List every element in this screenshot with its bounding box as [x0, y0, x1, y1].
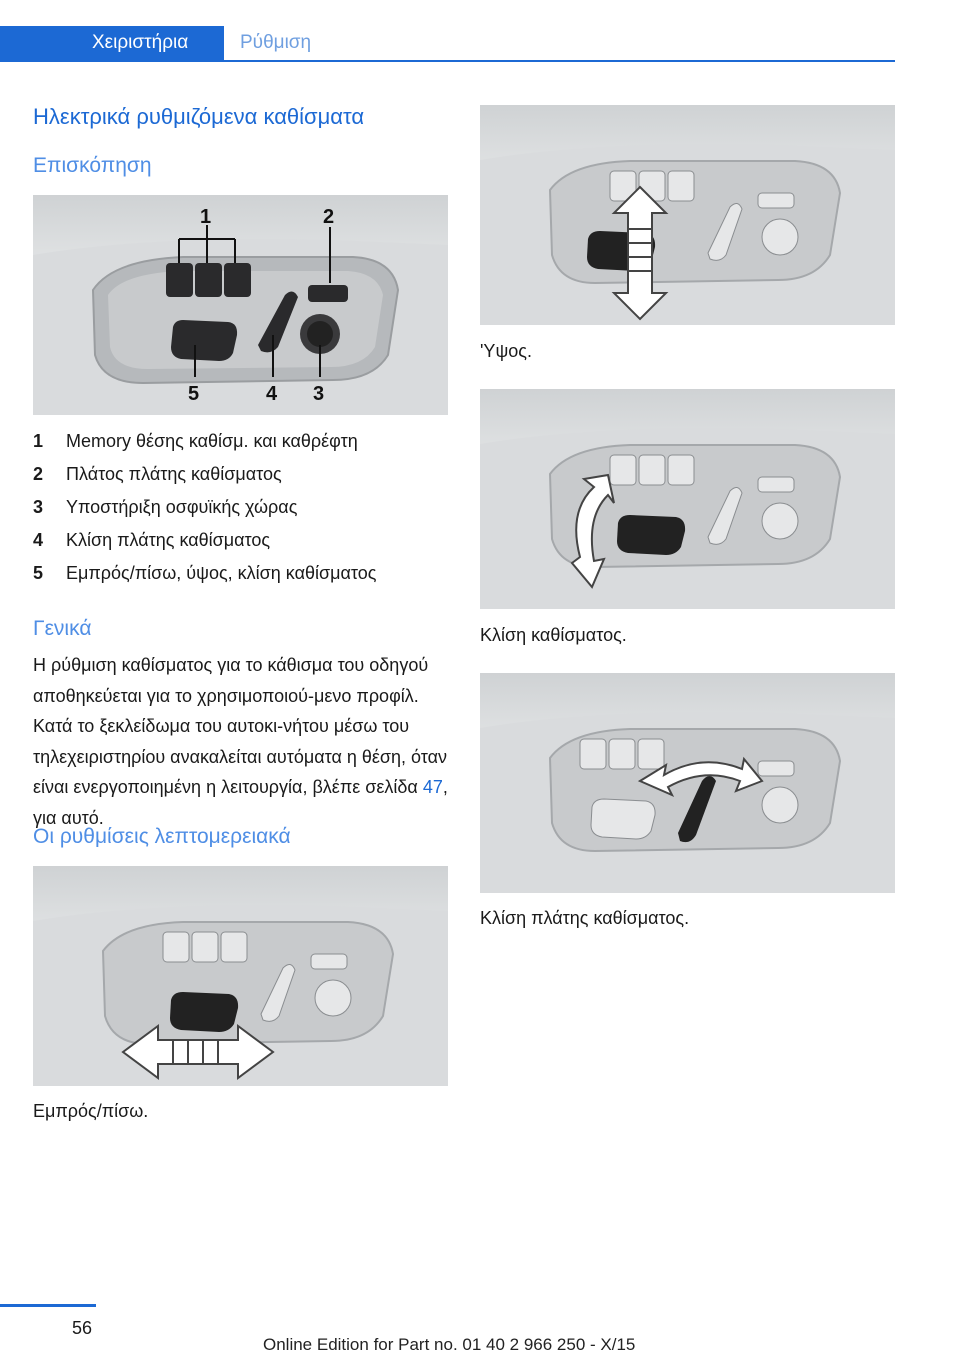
memory-button-3: [224, 263, 251, 297]
memory-button-2: [195, 263, 222, 297]
seat-tilt-image: [480, 389, 895, 609]
general-text: Η ρύθμιση καθίσματος για το κάθισμα του οδηγού αποθηκεύεται για το χρησιμοποιού-μενο προφίλ. Κατά το ξεκλείδωμα του αυτοκι-νήτου μέσω του τηλεχειριστηρίου ανακαλείται αυτόματα η θέση, όταν είναι ενεργοποιημένη η λειτουργία, βλέπε σελίδα: [33, 655, 448, 797]
callout-label-1: 1: [200, 206, 212, 228]
callout-label-3: 3: [313, 383, 325, 405]
legend-item: [33, 458, 448, 491]
legend-number: 1: [33, 431, 44, 451]
edition-text: Online Edition for Part no. 01 40 2 966 250 - X/15: [263, 1335, 636, 1354]
legend-text: Πλάτος πλάτης καθίσματος: [66, 464, 282, 484]
caption-height: 'Υψος.: [480, 341, 532, 361]
height-image: [480, 105, 895, 325]
caption-backrest-tilt: Κλίση πλάτης καθίσματος.: [480, 908, 690, 928]
footer-divider: [0, 1304, 96, 1307]
backrest-width-switch: [308, 285, 348, 302]
caption-seat-tilt: Κλίση καθίσματος.: [480, 625, 627, 645]
legend-text: Κλίση πλάτης καθίσματος: [66, 530, 271, 550]
general-heading: Γενικά: [33, 617, 92, 640]
details-heading: Οι ρυθμίσεις λεπτομερειακά: [33, 825, 291, 848]
legend-text: Εμπρός/πίσω, ύψος, κλίση καθίσματος: [66, 563, 377, 583]
legend-text: Υποστήριξη οσφυϊκής χώρας: [66, 497, 298, 517]
tab-controls[interactable]: Χειριστήρια: [0, 26, 224, 60]
legend-number: 2: [33, 464, 44, 484]
callout-label-5: 5: [188, 383, 200, 405]
legend-number: 3: [33, 497, 44, 517]
legend-text: Memory θέσης καθίσμ. και καθρέφτη: [66, 431, 358, 451]
seat-controls-overview-image: [33, 195, 448, 415]
tab-adjustment[interactable]: Ρύθμιση: [240, 32, 312, 53]
backrest-tilt-image: [480, 673, 895, 893]
general-text-end: , για αυτό.: [33, 777, 448, 828]
legend-number: 5: [33, 563, 44, 583]
caption-forward-back: Εμπρός/πίσω.: [33, 1101, 149, 1121]
overview-heading: Επισκόπηση: [33, 154, 152, 177]
seat-adjust-switch: [171, 320, 237, 361]
legend-item: [33, 425, 448, 458]
legend-item: [33, 524, 448, 557]
callout-label-4: 4: [266, 383, 278, 405]
overview-legend: [33, 425, 448, 590]
page-header: [0, 0, 895, 62]
memory-button-1: [166, 263, 193, 297]
callout-label-2: 2: [323, 206, 335, 228]
page-reference-link[interactable]: 47: [422, 777, 443, 797]
general-paragraph: [33, 650, 448, 833]
header-divider: [0, 60, 895, 62]
forward-back-image: [33, 866, 448, 1086]
legend-number: 4: [33, 530, 44, 550]
legend-item: [33, 557, 448, 590]
page-number: 56: [72, 1318, 93, 1338]
seat-panel-drawing: [33, 195, 448, 415]
legend-item: [33, 491, 448, 524]
page-title: Ηλεκτρικά ρυθμιζόμενα καθίσματα: [33, 104, 365, 129]
